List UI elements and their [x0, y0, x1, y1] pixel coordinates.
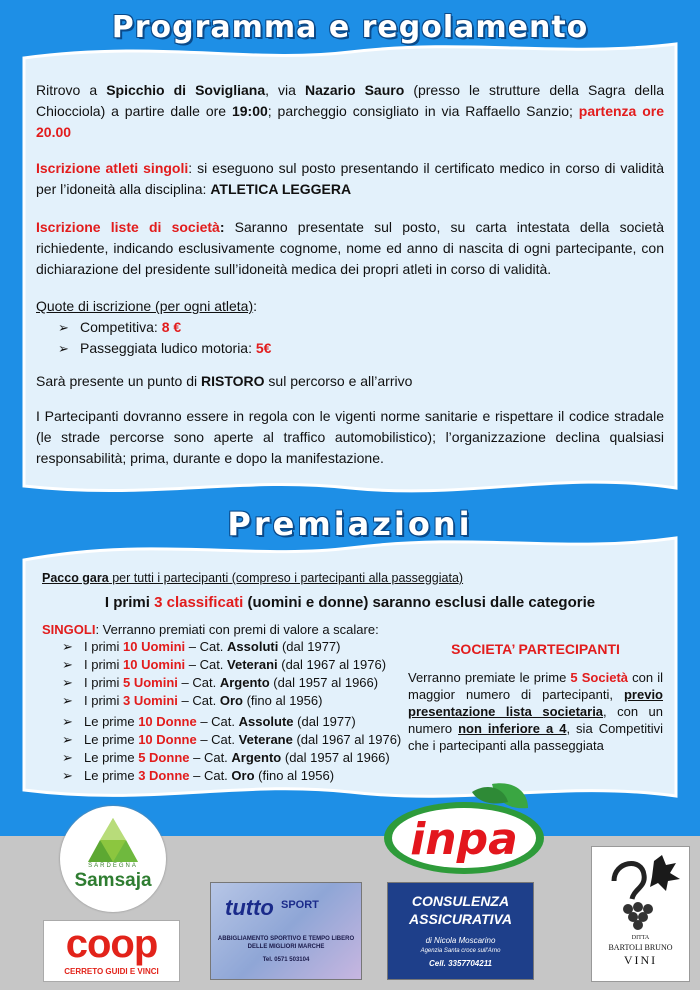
- arrow-bullet-icon: ➢: [62, 750, 73, 765]
- award-count: 10 Uomini: [123, 639, 186, 654]
- ritrovo-text-b: , via: [265, 82, 305, 98]
- award-count: 3 Uomini: [123, 693, 178, 708]
- award-category: Oro: [231, 768, 255, 783]
- ritrovo-text-c: (presso le strutture della Sagra della Chiocciola) a partire dalle ore: [36, 82, 664, 119]
- societa-text-e: , con un numero: [408, 704, 663, 736]
- award-years: (fino al 1956): [242, 693, 323, 708]
- award-mid: – Cat.: [177, 675, 220, 690]
- award-category: Argento: [231, 750, 282, 765]
- ritrovo-paragraph: [36, 80, 664, 143]
- arrow-bullet-icon: ➢: [62, 732, 73, 747]
- pacco-line: [42, 569, 463, 587]
- ritrovo-time: 19:00: [231, 103, 268, 119]
- samsaja-logo: [60, 806, 166, 912]
- quote-title: Quote di iscrizione (per ogni atleta): [36, 298, 254, 314]
- award-pre: Le prime: [84, 732, 139, 747]
- quote-label: Competitiva:: [80, 319, 162, 335]
- tuttosport-tutto: tutto: [225, 895, 274, 920]
- award-row: [62, 656, 386, 674]
- pacco-text: per tutti i partecipanti (compreso i partecipanti alla passeggiata): [108, 571, 464, 585]
- bartoli-vini: VINI: [623, 953, 658, 967]
- arrow-bullet-icon: ➢: [58, 320, 69, 335]
- award-pre: Le prime: [84, 768, 139, 783]
- singoli-awards-text: : Verranno premiati con premi di valore a scalare:: [95, 622, 379, 637]
- award-mid: – Cat.: [177, 693, 220, 708]
- award-row: [62, 767, 401, 785]
- quote-item: [58, 317, 181, 338]
- award-row: [62, 638, 386, 656]
- quote-price: 8 €: [161, 319, 182, 335]
- tuttosport-phone: Tel. 0571 503104: [262, 957, 310, 963]
- primi-highlight: 3 classificati: [154, 594, 244, 611]
- singoli-awards-label: SINGOLI: [42, 622, 96, 637]
- liste-colon: :: [219, 219, 225, 235]
- arrow-bullet-icon: ➢: [58, 341, 69, 356]
- societa-count: 5 Società: [570, 670, 629, 685]
- ristoro-keyword: RISTORO: [201, 373, 265, 389]
- coop-subtitle: CERRETO GUIDI E VINCI: [64, 967, 159, 976]
- inpa-name: inpa: [410, 814, 518, 865]
- ristoro-text-a: Sarà presente un punto di: [36, 373, 202, 389]
- award-mid: – Cat.: [185, 657, 228, 672]
- award-mid: – Cat.: [189, 768, 232, 783]
- award-years: (dal 1977): [278, 639, 341, 654]
- consulenza-logo: [387, 882, 534, 980]
- award-mid: – Cat.: [189, 750, 232, 765]
- award-pre: Le prime: [84, 714, 139, 729]
- award-years: (dal 1957 al 1966): [269, 675, 379, 690]
- societa-text-a: Verranno premiate le prime: [408, 670, 571, 685]
- primi-line: [0, 594, 700, 612]
- samsaja-name: Samsaja: [74, 870, 152, 891]
- ritrovo-street: Nazario Sauro: [304, 82, 405, 98]
- award-category: Assoluti: [227, 639, 279, 654]
- grapes-icon: [592, 851, 689, 931]
- bartoli-ditta: DITTA: [631, 935, 650, 941]
- uomini-list: [62, 638, 386, 710]
- award-count: 5 Uomini: [123, 675, 178, 690]
- award-pre: I primi: [84, 639, 123, 654]
- arrow-bullet-icon: ➢: [62, 675, 73, 690]
- award-years: (dal 1957 al 1966): [281, 750, 390, 765]
- regole-paragraph: I Partecipanti dovranno essere in regola con le vigenti norme sanitarie e rispettare il codice stradale (le strade percorse sono aperte al traffico automobilistico); l’organizzazione declina qualsiasi responsabilità; prima, durante e dopo la manifestazione.: [36, 408, 664, 466]
- tuttosport-logo: [210, 882, 362, 980]
- liste-paragraph: [36, 217, 664, 280]
- bartoli-logo: [591, 846, 690, 982]
- consulenza-line1: CONSULENZA: [411, 893, 510, 909]
- award-count: 5 Donne: [138, 750, 190, 765]
- quote-label: Passeggiata ludico motoria:: [80, 340, 256, 356]
- coop-logo: [43, 920, 180, 982]
- ritrovo-text-a: Ritrovo a: [36, 82, 107, 98]
- program-title: Programma e regolamento: [111, 10, 589, 45]
- inpa-logo: [380, 778, 548, 876]
- award-years: (dal 1967 al 1976): [292, 732, 402, 747]
- award-count: 3 Donne: [138, 768, 190, 783]
- societa-title: SOCIETA’ PARTECIPANTI: [451, 641, 620, 657]
- award-row: [62, 713, 401, 731]
- award-pre: I primi: [84, 693, 123, 708]
- award-row: [62, 692, 386, 710]
- singoli-paragraph: [36, 158, 664, 200]
- quote-title-line: [36, 296, 664, 317]
- donne-list: [62, 713, 401, 785]
- consulenza-phone: Cell. 3357704211: [428, 959, 492, 968]
- societa-text-c: con il maggior numero di partecipanti,: [408, 670, 663, 702]
- arrow-bullet-icon: ➢: [62, 639, 73, 654]
- arrow-bullet-icon: ➢: [62, 657, 73, 672]
- award-pre: Le prime: [84, 750, 139, 765]
- award-mid: – Cat.: [196, 732, 239, 747]
- award-row: [62, 731, 401, 749]
- singoli-label: Iscrizione atleti singoli: [36, 160, 189, 176]
- primi-text-a: I primi: [104, 594, 155, 611]
- consulenza-line2: ASSICURATIVA: [409, 911, 512, 927]
- award-count: 10 Donne: [138, 732, 197, 747]
- pacco-label: Pacco gara: [42, 571, 109, 585]
- award-years: (dal 1977): [293, 714, 356, 729]
- arrow-bullet-icon: ➢: [62, 693, 73, 708]
- quote-price: 5€: [255, 340, 272, 356]
- award-category: Oro: [219, 693, 243, 708]
- samsaja-subtitle: SARDEGNA: [88, 863, 138, 869]
- societa-text: [408, 669, 663, 754]
- societa-requirement: previo presentazione lista societaria: [408, 687, 663, 719]
- award-mid: – Cat.: [185, 639, 228, 654]
- arrow-bullet-icon: ➢: [62, 768, 73, 783]
- award-row: [62, 749, 401, 767]
- tuttosport-sport: SPORT: [281, 899, 319, 911]
- primi-text-c: (uomini e donne) saranno esclusi dalle categorie: [243, 594, 596, 611]
- coop-name: coop: [65, 922, 158, 966]
- award-pre: I primi: [84, 675, 123, 690]
- quote-item: [58, 338, 271, 359]
- societa-text-g: , sia Competitivi che i partecipanti alla passeggiata: [408, 721, 663, 753]
- award-category: Veterane: [238, 732, 293, 747]
- award-years: (fino al 1956): [254, 768, 335, 783]
- awards-title: Premiazioni: [227, 505, 473, 543]
- singoli-discipline: ATLETICA LEGGERA: [210, 181, 352, 197]
- award-row: [62, 674, 386, 692]
- award-category: Argento: [219, 675, 270, 690]
- award-pre: I primi: [84, 657, 123, 672]
- award-category: Veterani: [227, 657, 278, 672]
- societa-minimum: non inferiore a 4: [458, 721, 567, 736]
- award-count: 10 Donne: [138, 714, 197, 729]
- ritrovo-text-d: ; parcheggio consigliato in via Raffaello Sanzio;: [267, 103, 579, 119]
- award-years: (dal 1967 al 1976): [277, 657, 387, 672]
- singoli-awards-line: [42, 621, 379, 639]
- award-category: Assolute: [238, 714, 294, 729]
- award-mid: – Cat.: [196, 714, 239, 729]
- liste-label: Iscrizione liste di società: [36, 219, 220, 235]
- partenza-time: partenza ore 20.00: [36, 103, 665, 140]
- consulenza-name: di Nicola Moscarino: [425, 936, 496, 945]
- liste-text: Saranno presentate sul posto, su carta intestata della società richiedente, indicando esclusivamente cognome, nome ed anno di nascita di ogni partecipante, con dichiarazione del presidente sull’idoneità medica dei propri atleti in corso di validità.: [36, 219, 665, 277]
- consulenza-agency: Agenzia Santa croce sull'Arno: [420, 948, 501, 954]
- quote-colon: :: [253, 298, 257, 314]
- ritrovo-place: Spicchio di Sovigliana: [106, 82, 266, 98]
- ristoro-paragraph: [36, 371, 664, 392]
- ristoro-text-c: sul percorso e all’arrivo: [264, 373, 413, 389]
- bartoli-name: BARTOLI BRUNO: [608, 943, 673, 952]
- singoli-text: : si eseguono sul posto presentando il certificato medico in corso di validità per l’idoneità alla disciplina:: [36, 160, 664, 197]
- tuttosport-subtitle: ABBIGLIAMENTO SPORTIVO E TEMPO LIBERO DELLE MIGLIORI MARCHE: [217, 936, 355, 950]
- award-count: 10 Uomini: [123, 657, 186, 672]
- arrow-bullet-icon: ➢: [62, 714, 73, 729]
